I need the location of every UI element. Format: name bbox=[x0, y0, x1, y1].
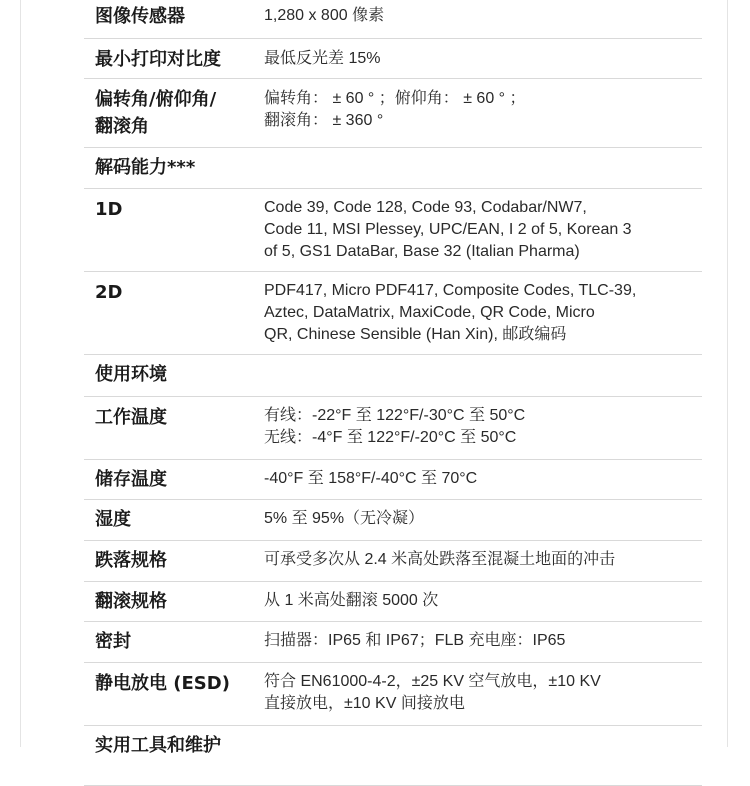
spec-value bbox=[264, 549, 700, 571]
spec-value bbox=[264, 508, 700, 530]
spec-row bbox=[84, 622, 702, 663]
spec-row bbox=[84, 39, 702, 79]
spec-row bbox=[84, 726, 702, 786]
spec-row bbox=[84, 355, 702, 397]
spec-label-line: 解码能力*** bbox=[95, 157, 196, 178]
spec-value-line: 扫描器：IP65 和 IP67；FLB 充电座：IP65 bbox=[264, 632, 566, 649]
spec-label-line: 图像传感器 bbox=[95, 6, 185, 27]
spec-value-line: 有线：-22°F 至 122°F/-30°C 至 50°C bbox=[264, 407, 526, 424]
spec-value-line: 无线：-4°F 至 122°F/-20°C 至 50°C bbox=[264, 429, 517, 446]
spec-value-line: -40°F 至 158°F/-40°C 至 70°C bbox=[264, 470, 478, 487]
spec-row bbox=[84, 397, 702, 460]
spec-label bbox=[95, 588, 167, 615]
spec-row bbox=[84, 79, 702, 148]
spec-label bbox=[95, 154, 195, 181]
spec-row bbox=[84, 541, 702, 582]
spec-label-line: 密封 bbox=[95, 631, 131, 652]
page-border-left bbox=[20, 0, 21, 747]
spec-label-line: 实用工具和维护 bbox=[95, 735, 221, 756]
spec-value-line: 从 1 米高处翻滚 5000 次 bbox=[264, 592, 439, 609]
spec-row bbox=[84, 272, 702, 355]
spec-row bbox=[84, 0, 702, 39]
spec-value-line: Code 39, Code 128, Code 93, Codabar/NW7, bbox=[264, 199, 587, 216]
spec-value-line: 偏转角： ± 60 ° ；俯仰角： ± 60 ° ； bbox=[264, 90, 526, 107]
spec-table bbox=[84, 0, 702, 786]
spec-label bbox=[95, 46, 221, 73]
spec-row bbox=[84, 148, 702, 189]
spec-label-line: 最小打印对比度 bbox=[95, 49, 221, 70]
spec-value bbox=[264, 630, 700, 652]
spec-label-line: 使用环境 bbox=[95, 364, 167, 385]
spec-value-line: 符合 EN61000-4-2，±25 KV 空气放电，±10 KV bbox=[264, 673, 601, 690]
spec-value-line: PDF417, Micro PDF417, Composite Codes, TLC-39, bbox=[264, 282, 637, 299]
spec-value-line: 直接放电，±10 KV 间接放电 bbox=[264, 695, 465, 712]
spec-label bbox=[95, 196, 122, 223]
spec-row bbox=[84, 500, 702, 541]
spec-label-line: 翻滚规格 bbox=[95, 591, 167, 612]
spec-value bbox=[264, 280, 700, 346]
spec-label bbox=[95, 628, 131, 655]
spec-value bbox=[264, 468, 700, 490]
spec-label-line: 湿度 bbox=[95, 509, 131, 530]
spec-value-line: 翻滚角： ± 360 ° bbox=[264, 112, 384, 129]
spec-value bbox=[264, 590, 700, 612]
spec-label bbox=[95, 86, 216, 140]
spec-row bbox=[84, 582, 702, 622]
spec-value bbox=[264, 48, 700, 70]
spec-value bbox=[264, 5, 700, 27]
spec-value-line: Aztec, DataMatrix, MaxiCode, QR Code, Micro bbox=[264, 304, 595, 321]
spec-value-line: Code 11, MSI Plessey, UPC/EAN, I 2 of 5, Korean 3 bbox=[264, 221, 632, 238]
spec-label-line: 储存温度 bbox=[95, 469, 167, 490]
spec-label bbox=[95, 404, 167, 431]
spec-value-line: 最低反光差 15% bbox=[264, 50, 381, 67]
spec-label bbox=[95, 547, 167, 574]
spec-value-line: 5% 至 95%（无冷凝） bbox=[264, 510, 425, 527]
spec-value bbox=[264, 405, 700, 449]
spec-value-line: 可承受多次从 2.4 米高处跌落至混凝土地面的冲击 bbox=[264, 551, 616, 568]
spec-value-line: 1,280 x 800 像素 bbox=[264, 7, 385, 24]
spec-label bbox=[95, 3, 185, 30]
spec-label-line: 翻滚角 bbox=[95, 116, 149, 137]
spec-label bbox=[95, 279, 122, 306]
spec-label bbox=[95, 466, 167, 493]
spec-label bbox=[95, 506, 131, 533]
spec-value-line: QR, Chinese Sensible (Han Xin), 邮政编码 bbox=[264, 326, 567, 343]
spec-label-line: 静电放电 (ESD) bbox=[95, 673, 230, 694]
spec-label bbox=[95, 361, 167, 388]
page-border-right bbox=[727, 0, 728, 747]
spec-value-line: of 5, GS1 DataBar, Base 32 (Italian Pharma) bbox=[264, 243, 580, 260]
spec-row bbox=[84, 189, 702, 272]
spec-label-line: 2D bbox=[95, 282, 123, 303]
spec-label bbox=[95, 732, 221, 759]
spec-label-line: 1D bbox=[95, 199, 123, 220]
spec-row bbox=[84, 460, 702, 500]
spec-label-line: 偏转角/俯仰角/ bbox=[95, 89, 217, 110]
spec-value bbox=[264, 671, 700, 715]
spec-value bbox=[264, 197, 700, 263]
spec-label bbox=[95, 670, 230, 697]
spec-label-line: 跌落规格 bbox=[95, 550, 167, 571]
spec-row bbox=[84, 663, 702, 726]
spec-label-line: 工作温度 bbox=[95, 407, 167, 428]
spec-value bbox=[264, 88, 700, 132]
